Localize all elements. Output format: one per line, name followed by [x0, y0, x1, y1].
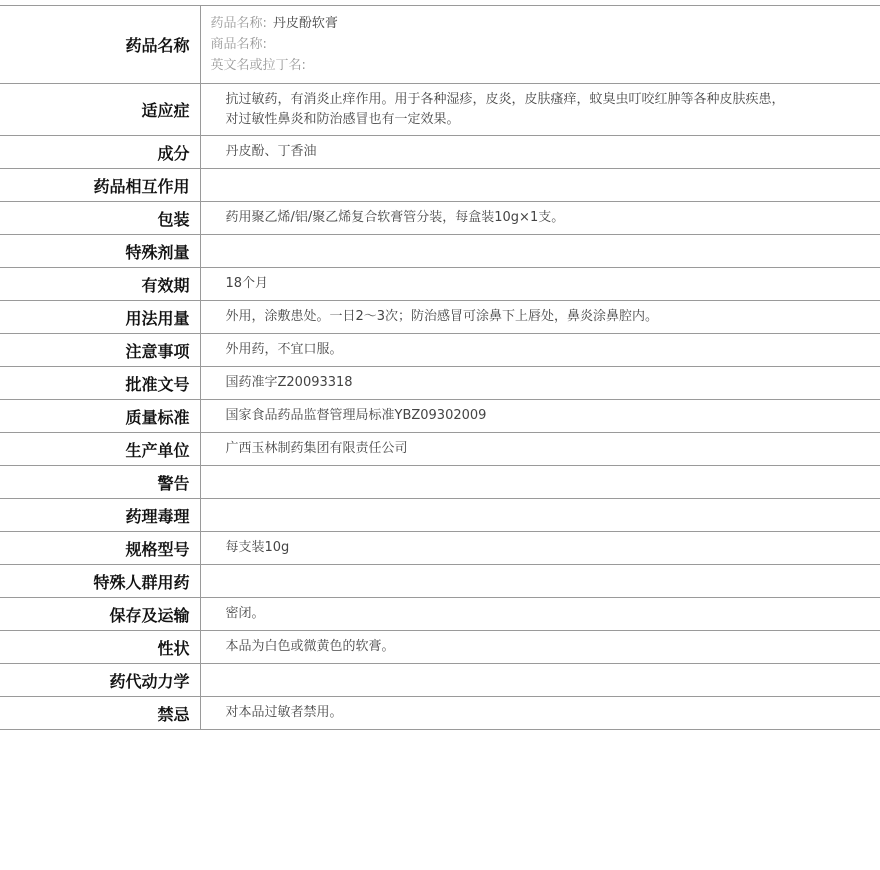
row-label: 保存及运输 — [0, 598, 200, 631]
row-value: 外用药，不宜口服。 — [200, 334, 880, 367]
trade-name-line — [211, 34, 791, 55]
row-label: 药代动力学 — [0, 664, 200, 697]
row-label: 适应症 — [0, 84, 200, 136]
row-value: 每支装10g — [200, 532, 880, 565]
table-row — [0, 136, 880, 169]
row-label: 包装 — [0, 202, 200, 235]
row-value: 国药准字Z20093318 — [200, 367, 880, 400]
table-row — [0, 532, 880, 565]
table-row — [0, 268, 880, 301]
row-value: 密闭。 — [200, 598, 880, 631]
row-label: 特殊人群用药 — [0, 565, 200, 598]
row-value — [200, 169, 880, 202]
table-row — [0, 565, 880, 598]
row-label: 成分 — [0, 136, 200, 169]
row-value — [200, 664, 880, 697]
trade-name-label: 商品名称: — [210, 37, 267, 52]
row-value — [200, 466, 880, 499]
row-value: 本品为白色或微黄色的软膏。 — [200, 631, 880, 664]
table-row — [0, 466, 880, 499]
table-row — [0, 499, 880, 532]
row-label: 批准文号 — [0, 367, 200, 400]
table-row — [0, 235, 880, 268]
row-label: 药品名称 — [0, 6, 200, 84]
row-value: 国家食品药品监督管理局标准YBZ09302009 — [200, 400, 880, 433]
table-row-drug-name — [0, 6, 880, 84]
table-row — [0, 367, 880, 400]
generic-name-value: 丹皮酚软膏 — [272, 16, 338, 31]
table-row — [0, 631, 880, 664]
table-row — [0, 301, 880, 334]
table-row — [0, 664, 880, 697]
row-value — [200, 235, 880, 268]
row-label: 生产单位 — [0, 433, 200, 466]
row-label: 有效期 — [0, 268, 200, 301]
table-row — [0, 202, 880, 235]
table-row — [0, 334, 880, 367]
row-value: 抗过敏药，有消炎止痒作用。用于各种湿疹，皮炎，皮肤瘙痒，蚊臭虫叮咬红肿等各种皮肤疾患，对过敏性鼻炎和防治感冒也有一定效果。 — [200, 84, 880, 136]
row-value: 对本品过敏者禁用。 — [200, 697, 880, 730]
table-row — [0, 598, 880, 631]
row-label: 药理毒理 — [0, 499, 200, 532]
table-row — [0, 433, 880, 466]
drug-info-table — [0, 5, 880, 730]
table-row — [0, 169, 880, 202]
row-label: 药品相互作用 — [0, 169, 200, 202]
english-name-line — [211, 55, 791, 76]
row-value — [200, 499, 880, 532]
row-label: 性状 — [0, 631, 200, 664]
row-value: 18个月 — [200, 268, 880, 301]
row-label: 注意事项 — [0, 334, 200, 367]
row-label: 质量标准 — [0, 400, 200, 433]
row-label: 特殊剂量 — [0, 235, 200, 268]
row-value: 药用聚乙烯/铝/聚乙烯复合软膏管分装，每盒装10g×1支。 — [200, 202, 880, 235]
generic-name-label: 药品名称: — [210, 16, 267, 31]
drug-name-cell — [200, 6, 880, 84]
table-row — [0, 697, 880, 730]
row-label: 警告 — [0, 466, 200, 499]
table-row-indications — [0, 84, 880, 136]
row-value: 广西玉林制药集团有限责任公司 — [200, 433, 880, 466]
row-value: 外用，涂敷患处。一日2～3次；防治感冒可涂鼻下上唇处，鼻炎涂鼻腔内。 — [200, 301, 880, 334]
generic-name-line — [211, 13, 791, 34]
row-value — [200, 565, 880, 598]
english-name-label: 英文名或拉丁名: — [210, 58, 306, 73]
row-value: 丹皮酚、丁香油 — [200, 136, 880, 169]
row-label: 用法用量 — [0, 301, 200, 334]
row-label: 禁忌 — [0, 697, 200, 730]
row-label: 规格型号 — [0, 532, 200, 565]
table-row — [0, 400, 880, 433]
